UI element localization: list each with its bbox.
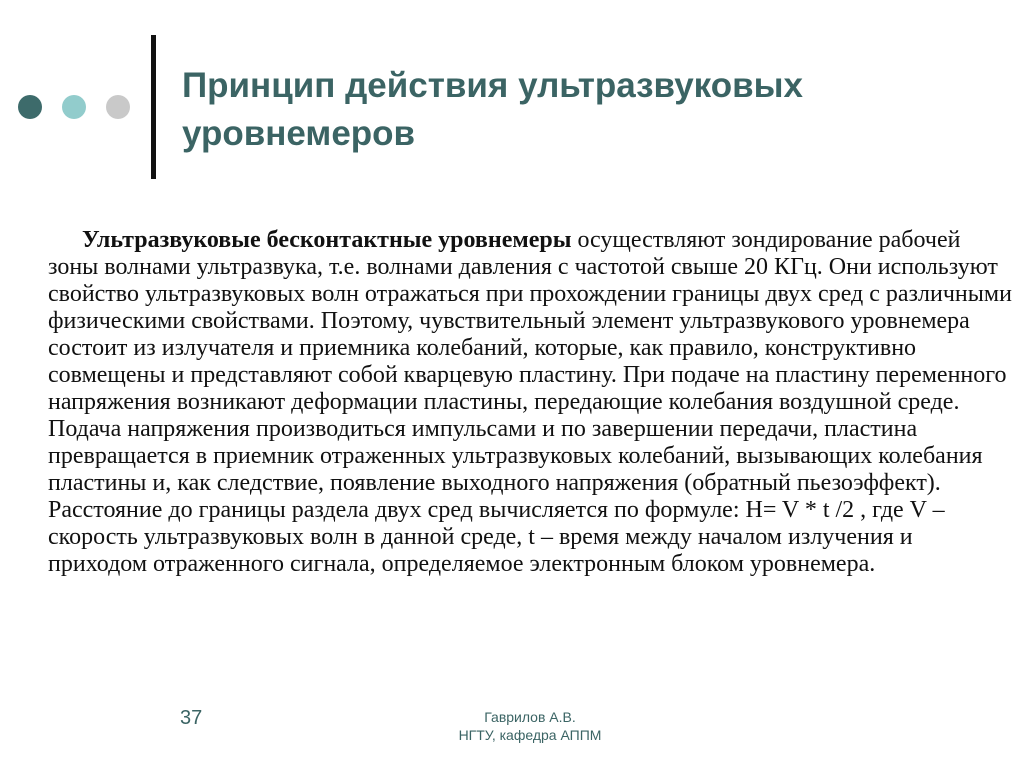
page-number: 37 [180,707,203,729]
decor-dot-light [62,95,86,119]
footer-author: Гаврилов А.В. [484,709,576,725]
footer-org: НГТУ, кафедра АППМ [458,727,602,743]
title-divider [151,35,156,179]
body-text: осуществляют зондирование рабочей зоны волнами ультразвука, т.е. волнами давления с частотой свыше 20 КГц. Они используют свойство ультразвуковых волн отражаться при прохождении границы двух сред с различными физическими свойствами. Поэтому, чувствительный элемент ультразвукового уровнемера состоит из излучателя и приемника колебаний, которые, как правило, конструктивно совмещены и представляют собой кварцевую пластину. При подаче на пластину переменного напряжения возникают деформации пластины, передающие колебания воздушной среде. Подача напряжения производиться импульсами и по завершении передачи, пластина превращается в приемник отраженных ультразвуковых колебаний, вызывающих колебания пластины и, как следствие, появление выходного напряжения (обратный пьезоэффект). Расстояние до границы раздела двух сред вычисляется по формуле: H= V * t /2 , где V – скорость ультразвуковых волн в данной среде, t – время между началом излучения и приходом отраженного сигнала, определяемое электронным блоком уровнемера. [48,227,1012,577]
slide-title: Принцип действия ультразвуковых уровнемеров [182,66,803,153]
footer [430,708,630,744]
decor-dot-gray [106,95,130,119]
slide-body [48,227,1016,578]
body-lead: Ультразвуковые бесконтактные уровнемеры [82,227,572,253]
decor-dot-dark [18,95,42,119]
